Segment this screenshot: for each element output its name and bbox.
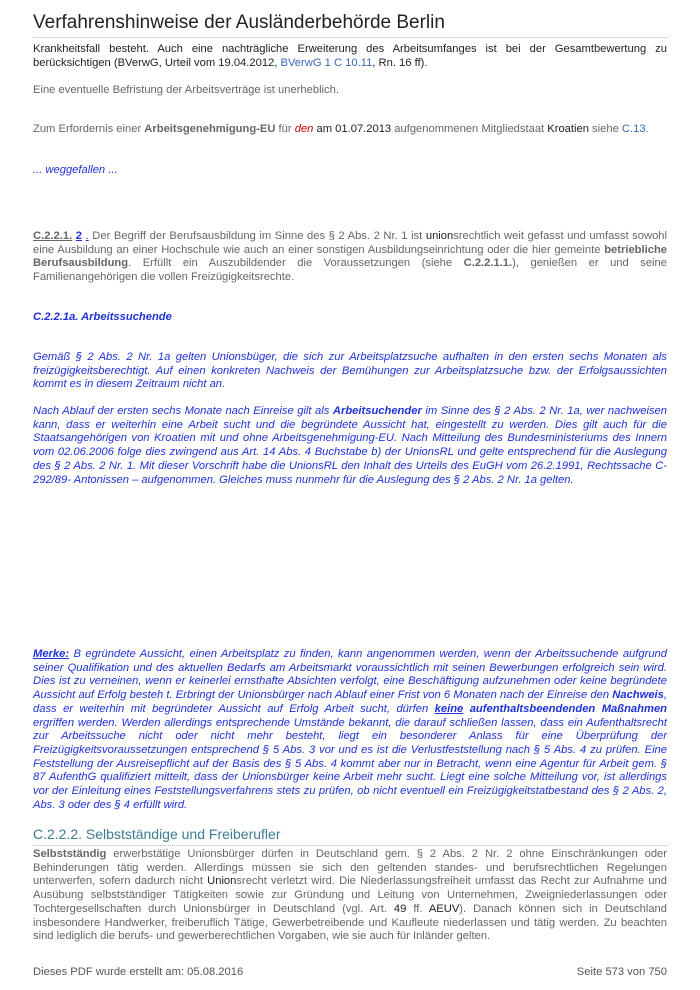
paragraph-text: Der Begriff der Berufsausbildung im Sinne des § 2 Abs. 2 Nr. 1 ist (88, 230, 426, 242)
paragraph-text: ). Danach können sich in Deutschland insbesondere Handwerker, freiberuflich Tätige, Gewerbetreibende und Kaufleute niederlassen und tätig werden. Zu beachten sind lediglich die berufs- und gewerberechtlichen Vorgaben, wie sie auch für Inländer gelten. (33, 902, 667, 943)
paragraph-text: ), genießen er und seine Familienangehörigen die vollen Freizügigkeitsrechte. (33, 257, 667, 284)
footnote-link[interactable]: . (85, 230, 89, 242)
paragraph-text: erwerbstätige Unionsbürger dürfen in Deutschland gem. § 2 Abs. 2 Nr. 2 ohne Einschränkungen oder Behinderungen tätig werden. Allerdings müssen sie sich den geltenden standes- und berufsrechtlichen Regelungen unterwerfen, sofern dadurch nicht (33, 848, 667, 888)
bold-ref: C.2.2.1.1. (463, 257, 513, 270)
footnote-link[interactable]: 2 (75, 230, 83, 242)
paragraph-arbeitsgenehmigung (33, 123, 667, 137)
paragraph-text: aufgenommenen Mitgliedstaat (391, 123, 548, 135)
page-title: Verfahrenshinweise der Ausländerbehörde Berlin (33, 12, 445, 33)
paragraph-text: siehe (588, 123, 622, 135)
paragraph-text: Krankheitsfall besteht. Auch eine nachträgliche Erweiterung des Arbeitsumfanges ist bei der Gesamtbewertung zu berücksichtigen (BVerwG, Urteil vom 19.04.2012, (33, 43, 667, 69)
bold-term: Arbeitsgenehmigung-EU (144, 123, 276, 135)
union-term: union (425, 230, 454, 242)
weggefallen-note: ... weggefallen ... (33, 164, 118, 176)
paragraph-befristung: Eine eventuelle Befristung der Arbeitsverträge ist unerheblich. (33, 84, 339, 96)
paragraph-text: im Sinne des § 2 Abs. 2 Nr. 1a, wer nachweisen kann, dass er weiterhin eine Arbeit sucht und die begründete Aussicht hat, eingestellt zu werden. Dies gilt auch für die Staatsangehörigen von Kroatien mit und ohne Arbeitsgenehmigung-EU. Nach Mitteilung des Bundesministeriums des Innern vom 02.06.2006 folge dies zwingend aus Art. 14 Abs. 4 Buchstabe b) der UnionsRL und gelte entsprechend für die Auslegung des § 2 Abs. 2 Nr. 1. Mit dieser Vorschrift habe die UnionsRL den Inhalt des Urteils des EuGH vom 26.2.1991, Rechtssache C- 292/89- Antonissen – aufgenommen. Gleiches muss nunmehr für die Auslegung des § 2 Abs. 2 Nr. 1a gelten. (33, 405, 667, 486)
paragraph-arbeitsplatzsuche: Gemäß § 2 Abs. 2 Nr. 1a gelten Unionsbüger, die sich zur Arbeitsplatzsuche aufhalten in den ersten sechs Monaten als freizügigkeitsberechtigt. Auf einen konkreten Nachweis der Bemühungen zur Arbeitsplatzsuche bzw. der Erfolgsaussichten kommt es in diesem Zeitraum nicht an. (33, 351, 667, 391)
bverwg-link[interactable]: BVerwG 1 C 10.11 (280, 56, 373, 69)
union-term: Union (207, 875, 237, 888)
paragraph-text: . Erfüllt ein Auszubildender die Voraussetzungen (siehe (128, 257, 464, 270)
bold-term: Selbstständig (33, 848, 107, 860)
paragraph-berufsausbildung (33, 230, 667, 285)
paragraph-text: . (645, 123, 649, 135)
title-divider (33, 37, 667, 38)
section-divider (33, 845, 667, 846)
date-text: am 01.07.2013 (313, 123, 392, 135)
subheading-arbeitssuchende: C.2.2.1a. Arbeitssuchende (33, 311, 172, 323)
paragraph-text: ff. (406, 902, 429, 915)
paragraph-text: B egründete Aussicht, einen Arbeitsplatz zu finden, kann angenommen werden, wenn der Arbeitssuchende aufgrund seiner Qualifikation und des aktuellen Bedarfs am Arbeitsmarkt voraussichtlich mit seinen Bewerbungen erfolgreich sein wird. Dies ist zu verneinen, wenn er keinerlei ernsthafte Absichten verfolgt, eine Beschäftigung aufzunehmen oder keine begründete Aussicht auf Erfolg besteh t. Erbringt der Unionsbürger nach Ablauf einer Frist von 6 Monaten nach der Einreise den (33, 648, 667, 702)
paragraph-text: , dass er weiterhin mit begründeter Aussicht auf Erfolg Arbeit sucht, dürfen (33, 689, 667, 715)
keine-emphasis: keine (434, 702, 464, 715)
bold-term: Arbeitsuchender (332, 405, 422, 417)
paragraph-krankheitsfall (33, 43, 667, 70)
article-number: 49 (393, 902, 407, 915)
country-name: Kroatien (547, 123, 589, 135)
paragraph-text: Nach Ablauf der ersten sechs Monate nach Einreise gilt als (33, 405, 333, 417)
paragraph-selbststaendig (33, 848, 667, 944)
paragraph-text: für (275, 123, 295, 135)
paragraph-text: , Rn. 16 ff). (372, 56, 428, 69)
bold-term: aufenthaltsbeendenden Maßnahmen (463, 702, 667, 715)
paragraph-text: srechtlich weit gefasst und umfasst sowohl eine Ausbildung an einer Hochschule wie auch an einer sonstigen Ausbildungseinrichtung oder die hier gemeinte (33, 230, 668, 256)
paragraph-nach-ablauf (33, 405, 667, 487)
paragraph-text: Zum Erfordernis einer (33, 123, 145, 135)
section-ref[interactable]: C.2.2.1. (33, 230, 73, 242)
paragraph-text: ergriffen werden. Werden allerdings entsprechende Umstände bekannt, die darauf schließen lassen, dass ein Aufenthaltsrecht zur Arbeitssuche nicht oder nicht mehr besteht, liegt ein besonderer Anlass für eine Überprüfung der Freizügigkeitsvoraussetzungen entsprechend § 5 Abs. 3 vor und es ist die Verlustfeststellung nach § 5 Abs. 4 zu prüfen. Eine Feststellung der Ausreisepflicht auf der Basis des § 5 Abs. 4 kommt aber nur in Betracht, wenn eine Agentur für Arbeit gem. § 87 AufenthG qualifiziert mitteilt, dass der Unionsbürger keine Arbeit mehr sucht. Liegt eine solche Mitteilung vor, ist allerdings vor der Einleitung eines Feststellungsverfahrens stets zu prüfen, ob nicht eventuell ein Freizügigkeitstatbestand des § 2 Abs. 2, Abs. 3 oder des § 4 erfüllt wird. (33, 716, 667, 811)
footer-created-date: Dieses PDF wurde erstellt am: 05.08.2016 (33, 966, 244, 978)
bold-term: Nachweis (612, 689, 664, 702)
paragraph-text: srecht verletzt wird. Die Niederlassungsfreiheit umfasst das Recht zur Aufnahme und Ausübung selbstständiger Tätigkeiten sowie zur Gründung und Leitung von Unternehmen, Zweigniederlassungen oder Tochtergesellschaften durch Unionsbürger in Deutschland (vgl. Art. (33, 875, 667, 915)
highlight-word: den (294, 123, 314, 135)
merke-label: Merke: (33, 648, 70, 660)
paragraph-merke (33, 648, 667, 812)
footer-page-number: Seite 573 von 750 (576, 966, 667, 978)
bold-term: betriebliche Berufsausbildung (33, 243, 667, 270)
aeuv-term: AEUV (428, 902, 460, 915)
section-heading-selbststaendige: C.2.2.2. Selbstständige und Freiberufler (33, 826, 281, 842)
c13-link[interactable]: C.13 (621, 123, 646, 135)
